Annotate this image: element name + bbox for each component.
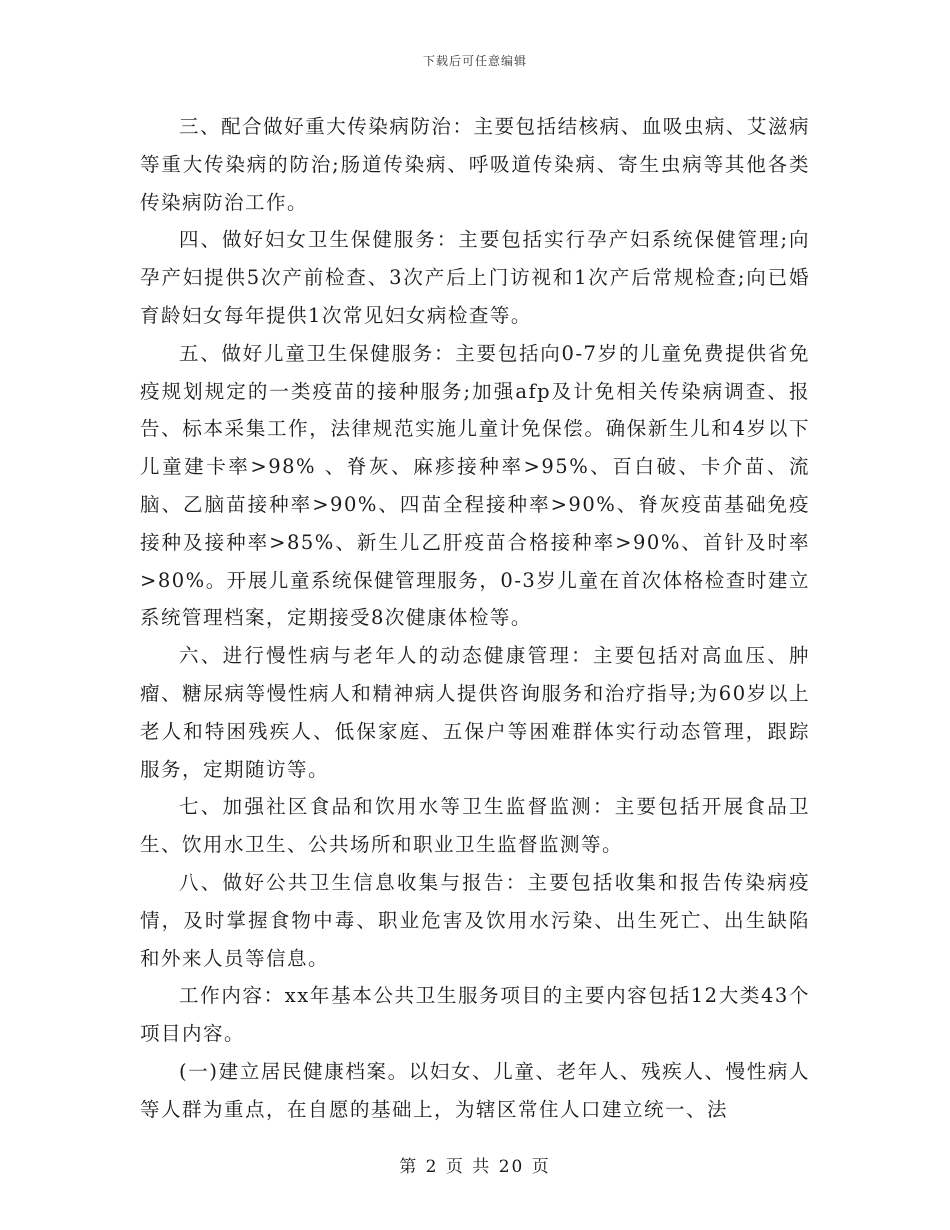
paragraph-health-records: (一)建立居民健康档案。以妇女、儿童、老年人、残疾人、慢性病人等人群为重点，在自愿的基础上，为辖区常住人口建立统一、法 xyxy=(140,1059,810,1121)
paragraph-item-8: 八、做好公共卫生信息收集与报告：主要包括收集和报告传染病疫情，及时掌握食物中毒、职业危害及饮用水污染、出生死亡、出生缺陷和外来人员等信息。 xyxy=(140,870,810,970)
document-body xyxy=(140,108,810,1129)
page-header: 下载后可任意编辑 xyxy=(422,54,527,68)
paragraph-item-4: 四、做好妇女卫生保健服务：主要包括实行孕产妇系统保健管理;向孕产妇提供5次产前检查、3次产后上门访视和1次产后常规检查;向已婚育龄妇女每年提供1次常见妇女病检查等。 xyxy=(140,228,810,327)
paragraph-item-6: 六、进行慢性病与老年人的动态健康管理：主要包括对高血压、肿瘤、糖尿病等慢性病人和精神病人提供咨询服务和治疗指导;为60岁以上老人和特困残疾人、低保家庭、五保户等困难群体实行动态管理，跟踪服务，定期随访等。 xyxy=(140,644,810,781)
paragraph-work-content: 工作内容：xx年基本公共卫生服务项目的主要内容包括12大类43个项目内容。 xyxy=(140,984,810,1046)
paragraph-item-3: 三、配合做好重大传染病防治：主要包括结核病、血吸虫病、艾滋病等重大传染病的防治;肠道传染病、呼吸道传染病、寄生虫病等其他各类传染病防治工作。 xyxy=(140,115,810,214)
paragraph-item-7: 七、加强社区食品和饮用水等卫生监督监测：主要包括开展食品卫生、饮用水卫生、公共场所和职业卫生监督监测等。 xyxy=(140,795,810,857)
paragraph-item-5: 五、做好儿童卫生保健服务：主要包括向0-7岁的儿童免费提供省免疫规划规定的一类疫苗的接种服务;加强afp及计免相关传染病调查、报告、标本采集工作，法律规范实施儿童计免保偿。确保新生儿和4岁以下儿童建卡率>98% 、脊灰、麻疹接种率>95%、百白破、卡介苗、流脑、乙脑苗接种率>90%、四苗全程接种率>90%、脊灰疫苗基础免疫接种及接种率>85%、新生儿乙肝疫苗合格接种率>90%、首针及时率>80%。开展儿童系统保健管理服务，0-3岁儿童在首次体格检查时建立系统管理档案，定期接受8次健康体检等。 xyxy=(140,341,810,630)
page-number-footer: 第 2 页 共 20 页 xyxy=(399,1157,551,1177)
